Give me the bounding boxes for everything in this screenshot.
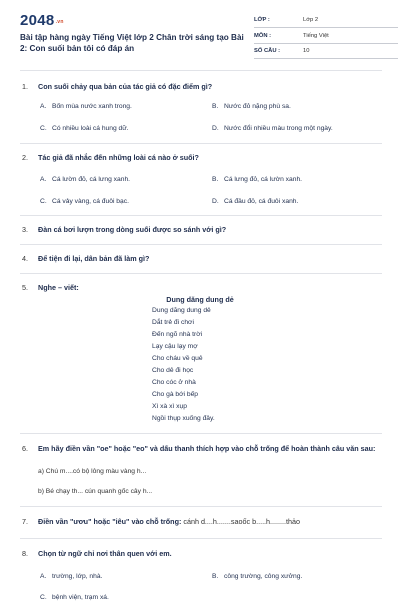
- option-text: Nước đỏ nặng phù sa.: [224, 103, 291, 110]
- question-8-text: Chọn từ ngữ chỉ nơi thân quen với em.: [38, 549, 172, 558]
- question-2-text: Tác giả đã nhắc đến những loài cá nào ở suối?: [38, 153, 199, 162]
- option-label: C.: [40, 198, 47, 205]
- question-number: 6.: [22, 444, 28, 453]
- meta-value: Lớp 2: [303, 17, 319, 23]
- option-text: Nước đổi nhiều màu trong một ngày.: [224, 125, 333, 132]
- option-text: Cá lưng đỏ, cá lườn xanh.: [224, 176, 303, 183]
- question-divider: [20, 506, 382, 507]
- question-2-option-b[interactable]: [212, 176, 302, 183]
- question-8-option-a[interactable]: [40, 573, 102, 580]
- question-4-text: Để tiện đi lại, dân bản đã làm gì?: [38, 254, 150, 263]
- question-number: 3.: [22, 225, 28, 234]
- question-divider: [20, 215, 382, 216]
- question-2-option-d[interactable]: [212, 198, 298, 205]
- worksheet-title-line-1: Bài tập hàng ngày Tiếng Việt lớp 2 Chân trời sáng tạo Bài: [20, 33, 244, 42]
- meta-key: MÔN :: [254, 32, 272, 39]
- option-text: trường, lớp, nhà.: [52, 573, 103, 580]
- question-8-option-b[interactable]: [212, 573, 302, 580]
- question-number: 1.: [22, 82, 28, 91]
- logo-suffix: .vn: [55, 19, 64, 25]
- question-divider: [20, 433, 382, 434]
- poem-line: Cho dê đi học: [152, 367, 194, 374]
- question-1-text: Con suối chảy qua bản của tác giả có đặc điểm gì?: [38, 82, 213, 91]
- question-number: 4.: [22, 254, 28, 263]
- question-number: 2.: [22, 153, 28, 162]
- option-label: C.: [40, 594, 47, 601]
- meta-row-question-count: [254, 46, 398, 59]
- question-divider: [20, 244, 382, 245]
- question-7-text: [38, 517, 300, 526]
- option-label: A.: [40, 176, 47, 183]
- site-logo[interactable]: [20, 12, 64, 29]
- fill-in-item-b[interactable]: b) Bé chạy th... cún quanh gốc cây h...: [38, 488, 153, 495]
- question-divider: [20, 143, 382, 144]
- question-number: 7.: [22, 517, 28, 526]
- question-2-option-a[interactable]: [40, 176, 130, 183]
- option-label: C.: [40, 125, 47, 132]
- question-1-option-b[interactable]: [212, 103, 291, 110]
- option-label: B.: [212, 176, 219, 183]
- poem-line: Lạy cậu lạy mợ: [152, 343, 198, 350]
- poem-line: Ngồi thụp xuống đây.: [152, 415, 215, 422]
- question-6-text: Em hãy điền vần "oe" hoặc "eo" và dấu thanh thích hợp vào chỗ trống để hoàn thành câu văn sau:: [38, 444, 376, 453]
- worksheet-title-line-2: 2: Con suối bản tôi có đáp án: [20, 44, 135, 53]
- option-text: Cá vảy vàng, cá đuôi bạc.: [52, 198, 129, 205]
- option-text: Bốn mùa nước xanh trong.: [52, 103, 132, 110]
- poem-line: Dung dăng dung dẻ: [152, 307, 211, 314]
- question-3-text: Đàn cá bơi lượn trong dòng suối được so sánh với gì?: [38, 225, 227, 234]
- meta-value: 10: [303, 48, 310, 54]
- option-label: A.: [40, 103, 47, 110]
- option-label: D.: [212, 125, 219, 132]
- poem-line: Cho cháu về quê: [152, 355, 203, 362]
- meta-key: LỚP :: [254, 17, 270, 23]
- poem-line: Cho cóc ở nhà: [152, 379, 196, 386]
- worksheet-header: [20, 12, 382, 60]
- option-label: B.: [212, 103, 219, 110]
- meta-value: Tiếng Việt: [303, 32, 329, 39]
- meta-key: SỐ CÂU :: [254, 48, 281, 54]
- poem-line: Cho gà bới bếp: [152, 391, 199, 398]
- question-1-option-d[interactable]: [212, 125, 333, 132]
- poem-line: Xì xà xì xụp: [152, 403, 187, 410]
- option-text: bệnh viện, trạm xá.: [52, 594, 109, 601]
- logo-text: 2048: [20, 12, 55, 29]
- option-label: B.: [212, 573, 219, 580]
- option-text: Cá đầu đỏ, cá đuôi xanh.: [224, 198, 299, 205]
- option-text: Có nhiều loài cá hung dữ.: [52, 125, 129, 132]
- poem-line: Dắt trẻ đi chơi: [152, 319, 194, 326]
- question-2-option-c[interactable]: [40, 198, 129, 205]
- header-divider: [20, 70, 382, 71]
- question-7-prompt: Điền vần "ươu" hoặc "iêu" vào chỗ trống:: [38, 517, 182, 526]
- question-divider: [20, 538, 382, 539]
- poem-title: Dung dăng dung dẻ: [166, 295, 234, 304]
- question-number: 8.: [22, 549, 28, 558]
- question-divider: [20, 273, 382, 274]
- option-text: công trường, công xưởng.: [224, 573, 303, 580]
- fill-in-item-a[interactable]: a) Chú m....có bộ lông màu vàng h...: [38, 468, 147, 475]
- question-number: 5.: [22, 283, 28, 292]
- meta-row-subject: [254, 31, 398, 44]
- question-1-option-c[interactable]: [40, 125, 129, 132]
- question-5-text: Nghe – viết:: [38, 283, 79, 292]
- option-text: Cá lườn đỏ, cá lưng xanh.: [52, 176, 131, 183]
- option-label: A.: [40, 573, 47, 580]
- question-7-blanks[interactable]: cánh d....h.......saoốc b.....h........thảo: [181, 517, 301, 526]
- question-1-option-a[interactable]: [40, 103, 132, 110]
- meta-row-grade: [254, 15, 398, 28]
- worksheet-meta: [254, 15, 398, 62]
- poem-line: Đến ngõ nhà trời: [152, 331, 203, 338]
- option-label: D.: [212, 198, 219, 205]
